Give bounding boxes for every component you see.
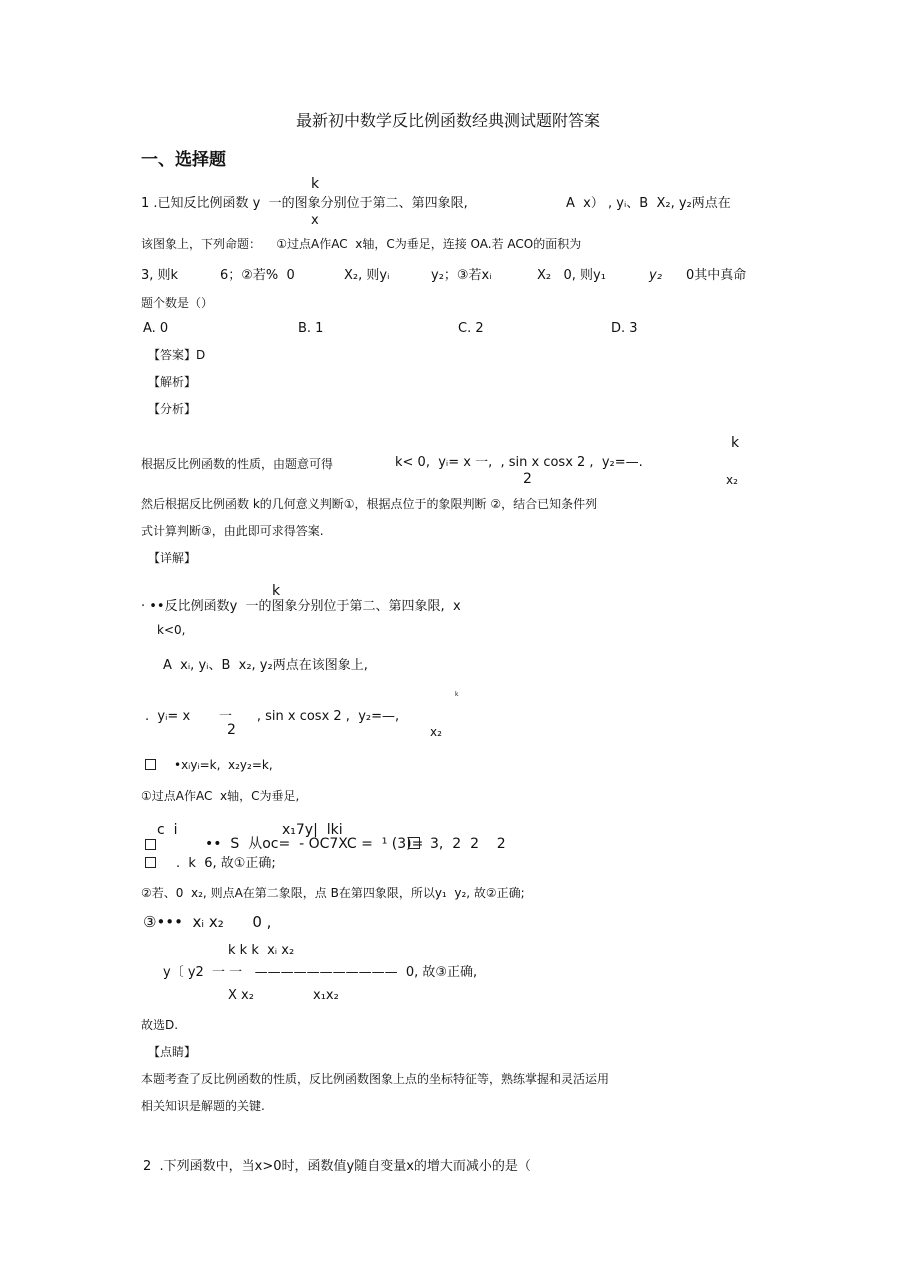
tiny-k: k: [455, 691, 459, 698]
checkbox-glyph: [145, 759, 156, 770]
analysis-line-3: 式计算判断③，由此即可求得答案.: [141, 524, 324, 538]
checkbox-glyph: [145, 839, 156, 850]
detail-line-2: k<0,: [157, 623, 186, 637]
detail-line-8: . k 6, 故①正确;: [176, 856, 276, 871]
detail-line-5: •xᵢyᵢ=k, x₂y₂=k,: [174, 758, 273, 772]
k-numerator: k: [311, 176, 320, 192]
detail-line-6: ①过点A作AC x轴，C为垂足,: [141, 789, 300, 803]
analysis-line-1a: 根据反比例函数的性质，由题意可得: [141, 457, 334, 471]
checkbox-glyph: [145, 857, 156, 868]
summary-line-1: 本题考查了反比例函数的性质，反比例函数图象上点的坐标特征等，熟练掌握和灵活运用: [141, 1072, 610, 1086]
detail-line-7-tail: 3, 2 2 2: [430, 836, 506, 852]
detail-line-7-top-a: c i: [157, 822, 178, 838]
question-1-line-3b: 6；②若% 0: [220, 268, 295, 283]
question-1-line-3c: X₂, 则yᵢ: [344, 268, 390, 283]
detail-line-10: ③••• xᵢ x₂ 0 ,: [143, 913, 272, 931]
option-c: C. 2: [458, 321, 484, 336]
question-2-stem: 2 .下列函数中，当x>0时，函数值y随自变量x的增大而减小的是（: [143, 1159, 531, 1174]
detail-line-4-x2: x₂: [430, 725, 442, 739]
analysis-line-2: 然后根据反比例函数 k的几何意义判断①，根据点位于的象限判断 ②，结合已知条件列: [141, 497, 598, 511]
section-heading: 一、选择题: [141, 150, 226, 170]
detail-line-11-bottom-a: X x₂: [228, 988, 254, 1003]
k-mid: k: [272, 583, 281, 599]
option-d: D. 3: [611, 321, 638, 336]
detail-line-12: 故选D.: [141, 1018, 179, 1032]
xiangjie-label: 【详解】: [148, 551, 197, 565]
detail-line-7-top-b: x₁7y| lki: [282, 822, 343, 838]
detail-line-7: •• S 从oc= - OC7XC = ¹ (3)=: [205, 836, 424, 852]
k-right: k: [731, 435, 740, 451]
question-1-points: A x） , yᵢ、B X₂, y₂两点在: [566, 196, 731, 211]
question-1-line-4: 题个数是（）: [141, 296, 214, 310]
option-a: A. 0: [143, 321, 169, 336]
question-1-line-2: 该图象上，下列命题： ①过点A作AC x轴，C为垂足，连接 OA.若 ACO的面积为: [141, 237, 582, 251]
detail-line-11-bottom-b: x₁x₂: [313, 988, 339, 1003]
detail-line-3: A xᵢ, yᵢ、B x₂, y₂两点在该图象上,: [163, 658, 368, 673]
question-1-line-3f: y₂: [649, 268, 662, 283]
question-1-line-3e: X₂ 0, 则y₁: [537, 268, 606, 283]
analysis-line-1b: k< 0, yᵢ= x 一, , sin x cosx 2 , y₂=—.: [395, 455, 643, 470]
checkbox-glyph: [408, 837, 420, 849]
option-b: B. 1: [298, 321, 324, 336]
jiexi-label: 【解析】: [148, 375, 197, 389]
detail-line-4: . yᵢ= x 一 , sin x cosx 2 , y₂=—,: [145, 709, 400, 724]
x-denominator: x: [311, 213, 319, 228]
detail-line-11-top: k k k xᵢ x₂: [228, 943, 295, 958]
question-1-stem: 1 .已知反比例函数 y 一的图象分别位于第二、第四象限,: [141, 196, 468, 211]
question-1-line-3d: y₂；③若xᵢ: [431, 268, 492, 283]
detail-line-9: ②若、0 x₂, 则点A在第二象限，点 B在第四象限，所以y₁ y₂, 故②正确;: [141, 886, 525, 900]
answer-label: 【答案】D: [148, 348, 206, 362]
document-title: 最新初中数学反比例函数经典测试题附答案: [296, 111, 601, 130]
summary-line-2: 相关知识是解题的关键.: [141, 1099, 265, 1113]
dianjing-label: 【点睛】: [148, 1045, 197, 1059]
question-1-line-3g: 0其中真命: [686, 268, 747, 283]
question-1-line-3a: 3, 则k: [141, 268, 179, 283]
x2-right: x₂: [726, 473, 738, 487]
detail-line-11: y〔 y2 一 一 ——————————— 0, 故③正确,: [163, 965, 478, 980]
detail-line-1: · ••反比例函数y 一的图象分别位于第二、第四象限, x: [141, 599, 461, 614]
fenxi-label: 【分析】: [148, 402, 197, 416]
two-denominator: 2: [523, 471, 532, 487]
detail-line-4-two: 2: [227, 722, 236, 738]
